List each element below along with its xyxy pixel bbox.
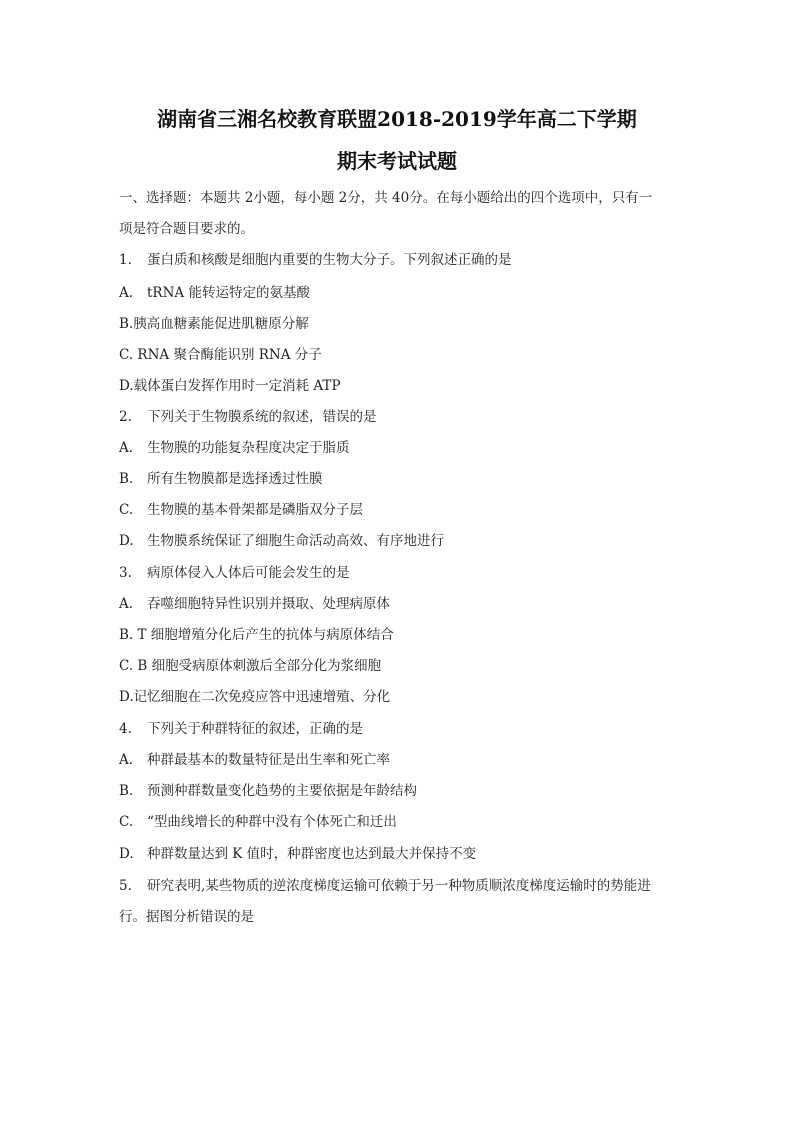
option-letter: D. xyxy=(119,533,134,549)
question-1-option-c xyxy=(119,343,322,363)
section-instructions: 一、选择题：本题共 2小题，每小题 2分，共 40分。在每小题给出的四个选项中，只有一 xyxy=(119,190,653,206)
question-text: 研究表明,某些物质的逆浓度梯度运输可依赖于另一种物质顺浓度梯度运输时的势能进 xyxy=(147,878,651,894)
section-instructions-cont: 项是符合题目要求的。 xyxy=(119,221,254,237)
question-1-option-b xyxy=(119,312,309,332)
question-number: 1. xyxy=(119,252,132,268)
question-4 xyxy=(119,717,363,737)
question-number: 2. xyxy=(119,409,132,425)
option-letter: D. xyxy=(119,846,134,862)
option-letter: B. xyxy=(119,471,134,487)
question-text: 下列关于种群特征的叙述，正确的是 xyxy=(147,721,363,737)
option-text: C. B 细胞受病原体刺激后全部分化为浆细胞 xyxy=(119,658,382,674)
option-letter: C. xyxy=(119,502,134,518)
question-5-continuation: 行。据图分析错误的是 xyxy=(119,909,254,925)
question-4-option-d xyxy=(119,842,476,862)
option-text: 所有生物膜都是选择透过性膜 xyxy=(147,471,323,487)
option-letter: A. xyxy=(119,440,134,456)
question-4-option-b xyxy=(119,779,417,799)
option-text: 生物膜的功能复杂程度决定于脂质 xyxy=(147,440,350,456)
option-text: 生物膜的基本骨架都是磷脂双分子层 xyxy=(147,502,363,518)
option-text: “型曲线增长的种群中没有个体死亡和迁出 xyxy=(147,814,397,830)
question-4-option-c xyxy=(119,810,397,830)
option-text: D.记忆细胞在二次免疫应答中迅速增殖、分化 xyxy=(119,689,391,705)
option-letter: A. xyxy=(119,752,134,768)
option-letter: C. xyxy=(119,814,134,830)
question-4-option-a xyxy=(119,748,390,768)
option-text: C. RNA 聚合酶能识别 RNA 分子 xyxy=(119,347,322,363)
question-text: 下列关于生物膜系统的叙述，错误的是 xyxy=(147,409,377,425)
option-letter: A. xyxy=(119,285,134,301)
question-1-option-d xyxy=(119,374,341,394)
question-2-option-a xyxy=(119,436,350,456)
option-text: 生物膜系统保证了细胞生命活动高效、有序地进行 xyxy=(147,533,444,549)
document-subtitle: 期末考试试题 xyxy=(337,149,457,173)
option-text: D.载体蛋白发挥作用时一定消耗 ATP xyxy=(119,378,341,394)
question-number: 5. xyxy=(119,878,132,894)
option-text: 预测种群数量变化趋势的主要依据是年龄结构 xyxy=(147,783,417,799)
option-text: tRNA 能转运特定的氨基酸 xyxy=(147,285,310,301)
question-number: 3. xyxy=(119,565,132,581)
question-2-option-d xyxy=(119,529,444,549)
question-number: 4. xyxy=(119,721,132,737)
option-letter: B. xyxy=(119,783,134,799)
question-3-option-c xyxy=(119,654,381,674)
question-2-option-c xyxy=(119,498,363,518)
question-text: 蛋白质和核酸是细胞内重要的生物大分子。下列叙述正确的是 xyxy=(147,252,512,268)
question-3-option-d xyxy=(119,685,390,705)
question-2 xyxy=(119,405,377,425)
question-text: 病原体侵入人体后可能会发生的是 xyxy=(147,565,350,581)
question-1-option-a xyxy=(119,281,310,301)
question-3 xyxy=(119,561,350,581)
option-text: B.胰高血糖素能促进肌糖原分解 xyxy=(119,316,309,332)
question-2-option-b xyxy=(119,467,323,487)
option-text: 种群数量达到 K 值时，种群密度也达到最大并保持不变 xyxy=(147,846,477,862)
option-letter: A. xyxy=(119,596,134,612)
document-title: 湖南省三湘名校教育联盟2018-2019学年高二下学期 xyxy=(157,107,637,131)
question-1 xyxy=(119,248,512,268)
question-3-option-b xyxy=(119,623,394,643)
question-5 xyxy=(119,874,651,894)
option-text: B. T 细胞增殖分化后产生的抗体与病原体结合 xyxy=(119,627,394,643)
option-text: 种群最基本的数量特征是出生率和死亡率 xyxy=(147,752,390,768)
option-text: 吞噬细胞特异性识别并摄取、处理病原体 xyxy=(147,596,390,612)
question-3-option-a xyxy=(119,592,390,612)
